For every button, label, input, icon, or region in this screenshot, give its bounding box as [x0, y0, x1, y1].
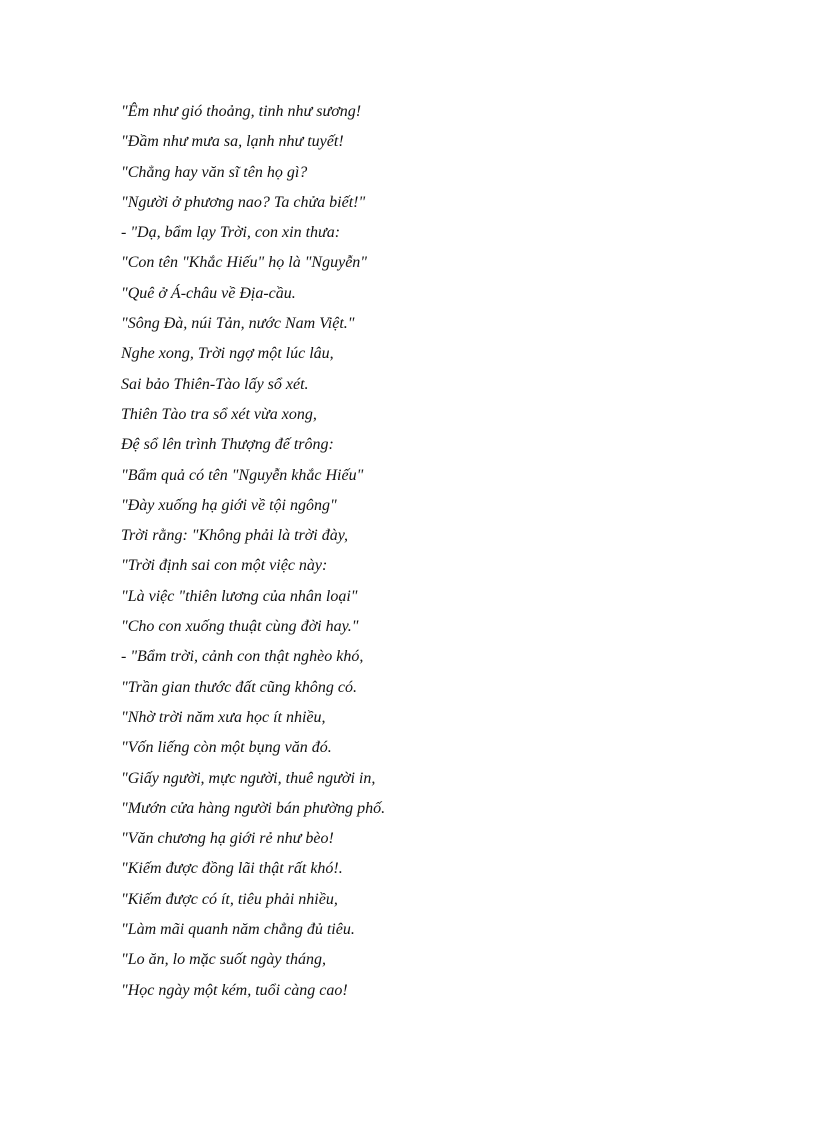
poem-text — [121, 101, 385, 1010]
poem-line: "Giấy người, mực người, thuê người in, — [121, 769, 376, 787]
poem-line: "Đày xuống hạ giới về tội ngông" — [121, 496, 337, 514]
poem-line: "Chẳng hay văn sĩ tên họ gì? — [121, 163, 308, 181]
poem-line: Trời rằng: "Không phải là trời đày, — [121, 527, 348, 545]
poem-line: "Quê ở Á-châu về Địa-cầu. — [121, 284, 296, 302]
poem-line: "Cho con xuống thuật cùng đời hay." — [121, 618, 359, 636]
poem-line: "Người ở phương nao? Ta chửa biết!" — [121, 193, 366, 211]
poem-line: "Vốn liếng còn một bụng văn đó. — [121, 739, 332, 757]
poem-line: "Sông Đà, núi Tản, nước Nam Việt." — [121, 315, 355, 333]
poem-line: "Nhờ trời năm xưa học ít nhiều, — [121, 708, 326, 726]
poem-line: - "Dạ, bẩm lạy Trời, con xin thưa: — [121, 224, 341, 242]
poem-line: "Mướn cửa hàng người bán phường phố. — [121, 799, 386, 817]
poem-line: "Kiếm được đồng lãi thật rất khó!. — [121, 860, 343, 878]
poem-line: "Lo ăn, lo mặc suốt ngày tháng, — [121, 951, 326, 969]
poem-line: Nghe xong, Trời ngợ một lúc lâu, — [121, 345, 334, 363]
poem-line: "Trần gian thước đất cũng không có. — [121, 678, 357, 696]
poem-line: "Là việc "thiên lương của nhân loại" — [121, 587, 358, 605]
poem-line: "Làm mãi quanh năm chẳng đủ tiêu. — [121, 921, 355, 939]
poem-line: "Bẩm quả có tên "Nguyễn khắc Hiếu" — [121, 466, 364, 484]
poem-line: "Trời định sai con một việc này: — [121, 557, 328, 575]
poem-line: - "Bẩm trời, cảnh con thật nghèo khó, — [121, 648, 364, 666]
poem-line: "Kiếm được có ít, tiêu phải nhiều, — [121, 890, 338, 908]
poem-line: "Học ngày một kém, tuổi càng cao! — [121, 981, 348, 999]
poem-line: "Văn chương hạ giới rẻ như bèo! — [121, 830, 334, 848]
poem-line: "Êm như gió thoảng, tinh như sương! — [121, 103, 362, 120]
poem-line: Thiên Tào tra sổ xét vừa xong, — [121, 405, 317, 423]
poem-line: Đệ sổ lên trình Thượng đế trông: — [121, 436, 334, 454]
poem-line: "Đầm như mưa sa, lạnh như tuyết! — [121, 133, 344, 151]
poem-line: Sai bảo Thiên-Tào lấy sổ xét. — [121, 375, 309, 393]
poem-line: "Con tên "Khắc Hiếu" họ là "Nguyễn" — [121, 254, 368, 272]
